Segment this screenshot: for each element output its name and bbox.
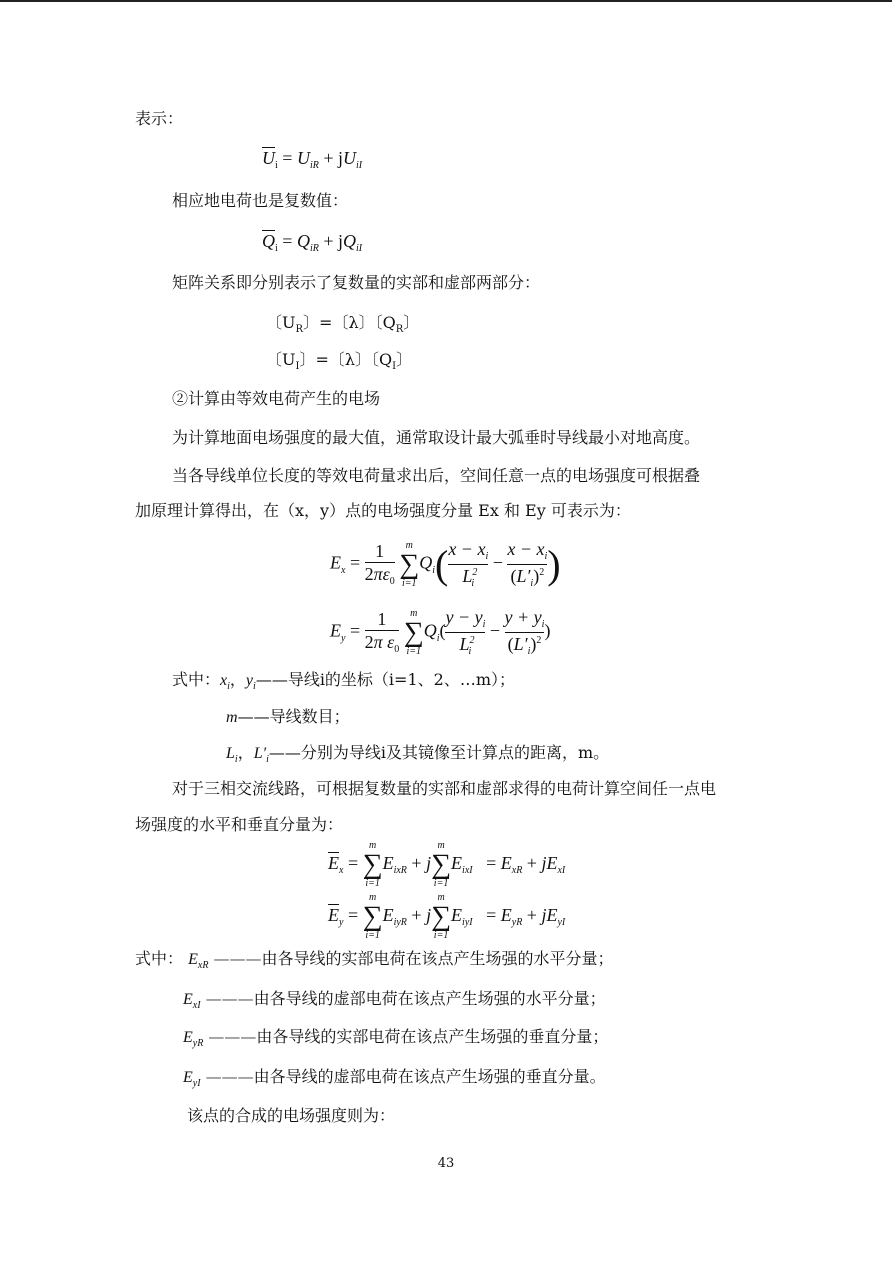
equation-ex: $E_x$ = $\frac{1}{2\pi\varepsilon_0}$ m ∑ i=1 $Q_i$( $\frac{x - x_i}{L^2_i}$ − $\frac{x - x_i}{(L'_i)^2}$ ) — [330, 539, 561, 589]
text-line: 对于三相交流线路，可根据复数量的实部和虚部求得的电荷计算空间任一点电 — [172, 779, 717, 798]
def-exi: $E_{xI}$ ———由各导线的虚部电荷在该点产生场强的水平分量； — [183, 989, 606, 1011]
page-number: 43 — [437, 1156, 455, 1171]
where-l: $L_i$，$L'_i——$分别为导线i及其镜像至计算点的距离，m。 — [226, 743, 610, 765]
equation-ex-complex: $\overline{E}_x$ = m ∑ i=1 $E_{ixR} + j$ m ∑ i=1 $E_{ixI} = E_{xR} + jE_{xI}$ — [328, 840, 566, 889]
text-line: 当各导线单位长度的等效电荷量求出后，空间任意一点的电场强度可根据叠 — [172, 466, 701, 485]
matrix-relation-imag: 〔$U_I$〕=〔λ〕〔$Q_I$〕 — [266, 350, 413, 372]
where-m: m——导线数目； — [226, 707, 350, 726]
equation-q: $\overline{Q}_i = Q_{iR} + jQ_{iI}$ — [262, 231, 363, 254]
matrix-relation-real: 〔$U_R$〕=〔λ〕〔$Q_R$〕 — [266, 313, 420, 335]
text-line: 表示： — [135, 109, 184, 128]
equation-u: $\overline{U}_i = U_{iR} + jU_{iI}$ — [262, 148, 363, 171]
text-line: 为计算地面电场强度的最大值，通常取设计最大弧垂时导线最小对地高度。 — [172, 428, 701, 447]
equation-ey: $E_y$ = $\frac{1}{2\pi \varepsilon_0}$ m ∑ i=1 $Q_i$( $\frac{y - y_i}{L^2_i}$ − $\frac{y + y_i}{(L'_i)^2}$ ) — [330, 607, 551, 657]
def-eyi: $E_{yI}$ ———由各导线的虚部电荷在该点产生场强的垂直分量。 — [183, 1067, 606, 1089]
def-eyr: $E_{yR}$ ———由各导线的实部电荷在该点产生场强的垂直分量； — [183, 1027, 609, 1049]
top-border — [0, 0, 892, 2]
text-line: 该点的合成的电场强度则为： — [187, 1106, 396, 1125]
text-line: 加原理计算得出，在（x，y）点的电场强度分量 Ex 和 Ey 可表示为： — [135, 501, 631, 520]
text-line: 场强度的水平和垂直分量为： — [135, 815, 344, 834]
text-line: ②计算由等效电荷产生的电场 — [172, 389, 381, 408]
def-exr: 式中： $E_{xR}$ ———由各导线的实部电荷在该点产生场强的水平分量； — [135, 949, 614, 971]
where-coords: 式中：$x_i$，$y_i——$导线i的坐标（i=1、2、…m）； — [172, 670, 515, 692]
equation-ey-complex: $\overline{E}_y$ = m ∑ i=1 $E_{iyR} + j$ m ∑ i=1 $E_{iyI} = E_{yR} + jE_{yI}$ — [328, 892, 566, 941]
text-line: 矩阵关系即分别表示了复数量的实部和虚部两部分： — [172, 273, 541, 292]
text-line: 相应地电荷也是复数值： — [172, 191, 349, 210]
